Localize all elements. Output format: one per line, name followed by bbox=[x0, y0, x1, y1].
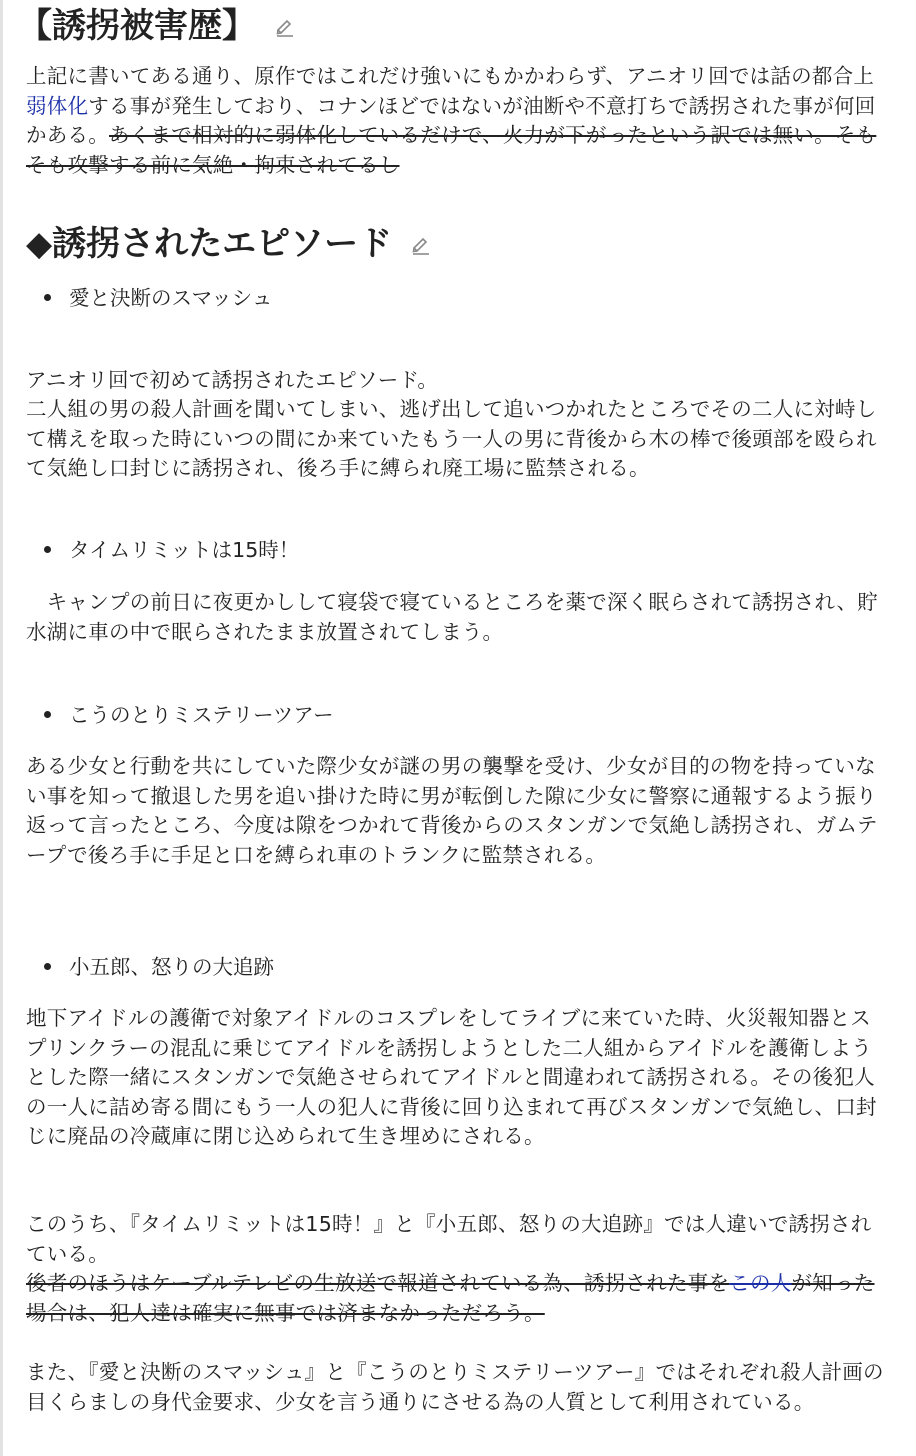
episode-text: 地下アイドルの護衛で対象アイドルのコスプレをしてライブに来ていた時、火災報知器とスプリンクラーの混乱に乗じてアイドルを誘拐しようとした二人組からアイドルを護衛しようとした際一緒にスタンガンで気絶させられてアイドルと間違われて誘拐される。その後犯人の一人に詰め寄る間にもう一人の犯人に背後に回り込まれて再びスタンガンで気絶し、口封じに廃品の冷蔵庫に閉じ込められて生き埋めにされる。 bbox=[26, 1006, 877, 1149]
intro-text: 上記に書いてある通り、原作ではこれだけ強いにもかかわらず、アニオリ回では話の都合上 bbox=[26, 64, 875, 88]
episode-title: こうのとりミステリーツアー bbox=[69, 703, 334, 727]
list-item bbox=[44, 283, 272, 313]
list-item bbox=[44, 700, 334, 730]
weakened-link[interactable]: 弱体化 bbox=[26, 93, 89, 118]
hostage-note bbox=[26, 1358, 884, 1417]
bullet-dot bbox=[44, 546, 51, 553]
this-person-link[interactable]: この人 bbox=[729, 1271, 792, 1296]
episode-description bbox=[26, 1004, 884, 1152]
note-text: また、『愛と決断のスマッシュ』と『こうのとりミステリーツアー』ではそれぞれ殺人計画の目くらましの身代金要求、少女を言う通りにさせる為の人質として利用されている。 bbox=[26, 1360, 884, 1414]
section-heading-text: 【誘拐被害歴】 bbox=[18, 6, 256, 46]
intro-text-cont: する事が発生しており、コナンほどではないが油断や不意打ちで誘拐された事が何回かある。 bbox=[26, 93, 876, 148]
note-text: このうち、『タイムリミットは15時！』と『小五郎、怒りの大追跡』では人違いで誘拐されている。 bbox=[26, 1212, 872, 1266]
intro-paragraph bbox=[26, 62, 884, 180]
strikethrough-note: あくまで相対的に弱体化しているだけで、火力が下がったという訳では無い。そもそも攻撃する前に気絶・拘束されてるし bbox=[26, 123, 877, 177]
section-heading-text: ◆誘拐されたエピソード bbox=[26, 224, 393, 264]
strikethrough-note: 後者のほうはケーブルテレビの生放送で報道されている為、誘拐された事を bbox=[26, 1271, 730, 1296]
mistaken-identity-note bbox=[26, 1210, 884, 1328]
bullet-dot bbox=[44, 294, 51, 301]
bullet-dot bbox=[44, 711, 51, 718]
episode-description bbox=[26, 588, 884, 647]
section-heading-episodes bbox=[26, 222, 432, 266]
list-item bbox=[44, 535, 299, 565]
episode-text: ある少女と行動を共にしていた際少女が謎の男の襲撃を受け、少女が目的の物を持っていない事を知って撤退した男を追い掛けた時に男が転倒した隙に少女に警察に通報するよう振り返って言ったところ、今度は隙をつかれて背後からのスタンガンで気絶し誘拐され、ガムテープで後ろ手に手足と口を縛られ車のトランクに監禁される。 bbox=[26, 754, 878, 867]
section-heading-abduction-history bbox=[18, 4, 296, 48]
episode-title: タイムリミットは15時！ bbox=[69, 538, 300, 562]
bullet-dot bbox=[44, 963, 51, 970]
episode-text: アニオリ回で初めて誘拐されたエピソード。 二人組の男の殺人計画を聞いてしまい、逃げ出して追いつかれたところでその二人に対峙して構えを取った時にいつの間にか来ていたもう一人の男に背後から木の棒で後頭部を殴られて気絶し口封じに誘拐され、後ろ手に縛られ廃工場に監禁される。 bbox=[26, 367, 877, 481]
pencil-edit-icon[interactable] bbox=[410, 233, 432, 255]
list-item bbox=[44, 952, 274, 982]
pencil-edit-icon[interactable] bbox=[274, 15, 296, 37]
episode-description bbox=[26, 752, 884, 870]
strikethrough-note-cont: が知った場合は、犯人達は確実に無事では済まなかっただろう。 bbox=[26, 1271, 875, 1325]
episode-title: 愛と決断のスマッシュ bbox=[69, 286, 273, 310]
episode-title: 小五郎、怒りの大追跡 bbox=[69, 955, 274, 979]
episode-text: キャンプの前日に夜更かしして寝袋で寝ているところを薬で深く眠らされて誘拐され、貯水湖に車の中で眠らされたまま放置されてしまう。 bbox=[26, 590, 878, 644]
left-border bbox=[0, 0, 3, 1456]
episode-description bbox=[26, 336, 884, 514]
